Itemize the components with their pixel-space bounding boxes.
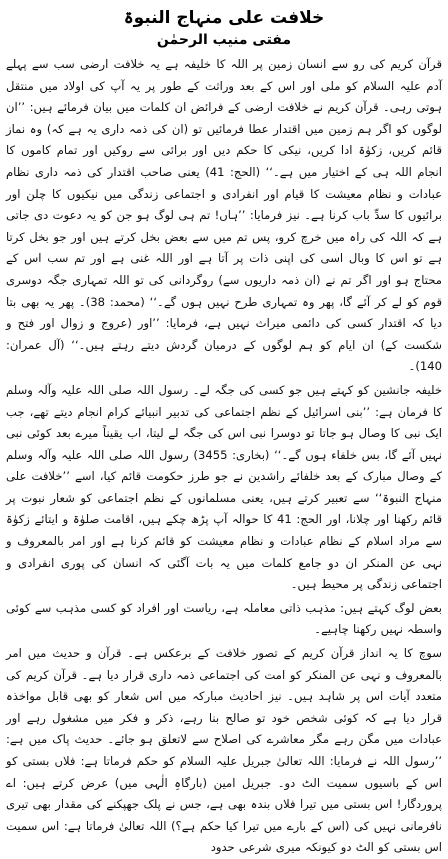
article-title: خلافت علی منہاج النبوۃ (123, 8, 325, 28)
article-paragraph-4: سوچ کا یہ انداز قرآن کریم کے تصور خلافت کے برعکس ہے۔ قرآن و حدیث میں امر بالمعروف و نہی عن المنکر کو امت کی اجتماعی ذمہ داری قرار دیا ہے۔ قرآن کریم کی متعدد آیات اس پر شاہد ہیں۔ نیز احادیث مبارکہ میں اس شعار کو بھی قابل مواخذہ قرار دیا ہے کہ کوئی شخص خود تو صالح بنا رہے، ذکر و فکر میں مشغول رہے اور عبادات میں مگن رہے مگر معاشرے کی اصلاح سے لاتعلق ہو جائے۔ حدیث پاک میں ہے: ’’رسول اللہ نے فرمایا: اللہ تعالیٰ جبریل علیہ السلام کو حکم فرماتا ہے: فلاں بستی کو اس کے باسیوں سمیت الٹ دو۔ جبریل امین (بارگاہِ الٰہی میں) عرض کرتے ہیں: اے پروردگار! اس بستی میں تیرا فلاں بندہ بھی ہے، جس نے پلک جھپکنے کی مقدار بھی تیری نافرمانی نہیں کی (اس کے بارے میں تیرا کیا حکم ہے؟) اللہ تعالیٰ فرماتا ہے: اس سمیت اس بستی کو الٹ دو کیونکہ میری شرعی حدود (6, 646, 442, 855)
article-paragraph-2: خلیفہ جانشین کو کہتے ہیں جو کسی کی جگہ لے۔ رسول اللہ صلی اللہ علیہ وآلہ وسلم کا فرمان ہے: ’’بنی اسرائیل کے نظم اجتماعی کی تدبیر انبیائے کرام انجام دیتے تھے، جب ایک نبی کا وصال ہو جاتا تو دوسرا نبی اس کی جگہ لے لیتا، اب یقیناً میرے بعد کوئی نبی نہیں آئے گا، بس خلفاء ہوں گے۔‘‘ (بخاری: 3455) رسول اللہ صلی اللہ علیہ وآلہ وسلم کے وصال مبارک کے بعد خلفائے راشدین نے جو طرز حکومت قائم کیا، اسے ’’خلافت علی منہاج النبوۃ‘‘ سے تعبیر کرتے ہیں، یعنی مسلمانوں کے نظم اجتماعی کو شعار نبوت پر قائم رکھنا اور چلانا، اور الحج: 41 کا حوالہ آپ پڑھ چکے ہیں، اقامت صلوٰۃ و ایتائے زکوٰۃ سے مراد اسلام کے نظام عبادات و نظام معیشت کو قائم کرنا ہے اور امر بالمعروف و نہی عن المنکر ان دو جامع کلمات میں یہ بات آگئی کہ انسان کی پوری انفرادی و اجتماعی زندگی پر محیط ہیں۔ (6, 382, 442, 592)
article-paragraph-3: بعض لوگ کہتے ہیں: مذہب ذاتی معاملہ ہے، ریاست اور افراد کو کسی مذہب سے کوئی واسطہ نہیں رکھنا چاہیے۔ (6, 600, 442, 637)
article-author: مفتی منیب الرحمٰن (156, 32, 292, 48)
article-paragraph-1: قرآن کریم کی رو سے انسان زمین پر اللہ کا خلیفہ ہے یہ خلافت ارضی سب سے پہلے آدم علیہ السلام کو ملی اور اس کے بعد وراثت کے طور پر یہ آپ کی اولاد میں منتقل ہوتی رہی۔ قرآن کریم نے خلافت ارضی کے فرائض ان کلمات میں بیان فرمائے ہیں: ’’ان لوگوں کو اگر ہم زمین میں اقتدار عطا فرمائیں تو (ان کی ذمہ داری یہ ہے کہ) وہ نماز قائم کریں، زکوٰۃ ادا کریں، نیکی کا حکم دیں اور برائی سے روکیں اور تمام کاموں کا انجام اللہ ہی کے اختیار میں ہے۔‘‘ (الحج: 41) یعنی صاحب اقتدار کی ذمہ داری نظام عبادات و نظام معیشت کا قیام اور انفرادی و اجتماعی زندگی میں نیکیوں کا چلن اور برائیوں کا سدِّ باب کرنا ہے۔ نیز فرمایا: ’’ہاں! تم ہی لوگ ہو جن کو یہ دعوت دی جاتی ہے کہ اللہ کی راہ میں خرچ کرو، پس تم میں سے بعض بخل کرتے ہیں اور جو بخل کرتا ہے تو اس کا وبال اسی کی اپنی ذات پر آتا ہے اور اللہ غنی ہے اور تم سب اس کے محتاج ہو اور اگر تم نے (ان ذمہ داریوں سے) روگردانی کی تو اللہ تمہاری جگہ دوسری قوم کو لے کر آئے گا، پھر وہ تمہاری طرح نہیں ہوں گے۔‘‘ (محمد: 38)۔ پھر یہ بھی بتا دیا کہ اقتدار کسی کی دائمی میراث نہیں ہے، فرمایا: ’’اور (عروج و زوال اور فتح و شکست کے) ان ایام کو ہم لوگوں کے درمیان گردش دیتے رہتے ہیں۔‘‘ (آل عمران: 140)۔ (6, 57, 442, 374)
